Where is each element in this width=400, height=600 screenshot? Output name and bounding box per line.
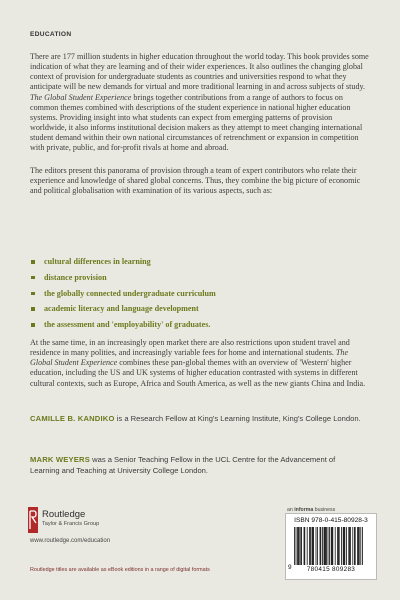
list-item: cultural differences in learning	[30, 254, 370, 270]
book-title-italic: The Global Student Experience	[30, 348, 349, 368]
p3-text-a: At the same time, in an increasingly open market there are also restrictions upon student travel and residence in many polities, and increasingly variable fees for home and international students.	[30, 338, 350, 358]
editor-name: CAMILLE B. KANDIKO	[30, 414, 115, 423]
editor-name: MARK WEYERS	[30, 455, 90, 464]
isbn-text: ISBN 978-0-415-80928-3	[294, 517, 368, 524]
publisher-group: Taylor & Francis Group	[42, 521, 100, 527]
list-item: the globally connected undergraduate curriculum	[30, 286, 370, 302]
barcode-icon	[294, 527, 370, 565]
book-title-italic: The Global Student Experience	[30, 92, 132, 102]
list-item: the assessment and 'employability' of graduates.	[30, 317, 370, 333]
editor-bio-2	[30, 455, 365, 476]
category-label: EDUCATION	[30, 31, 72, 38]
p1-text-a: There are 177 million students in higher education throughout the world today. This book provides some indication of what they are learning and of their wider experiences. It also outlines the changing global context of provision for undergraduate students as countries and universities respond to what they anticipate will be new demands for virtual and more traditional learning in and across subjects of study.	[30, 52, 369, 92]
barcode-prefix: 9	[288, 564, 292, 571]
list-item: academic literacy and language development	[30, 301, 370, 317]
p1-text-b: brings together contributions from a range of authors to focus on common themes combined with descriptions of the student experience in national higher education systems. Providing insight into what students can expect from emerging patterns of provision worldwide, it also informs institutional decision makers as they attempt to meet changing international student demand within their own national circumstances of retrenchment or expansion in competition with private, public, and for-profit rivals at home and abroad.	[30, 92, 363, 153]
editor-bio-text: is a Research Fellow at King's Learning Institute, King's College London.	[114, 414, 361, 423]
editor-bio-text: was a Senior Teaching Fellow in the UCL Centre for the Advancement of Learning and Teaching at University College London.	[30, 455, 336, 475]
description-paragraph-1	[30, 52, 370, 154]
topics-list	[30, 254, 370, 333]
ebook-note: Routledge titles are available as eBook editions in a range of digital formats	[30, 567, 210, 573]
description-paragraph-3	[30, 338, 370, 389]
routledge-logo-icon	[28, 507, 38, 533]
list-item: distance provision	[30, 270, 370, 286]
description-paragraph-2: The editors present this panorama of provision through a team of expert contributors who relate their experience and knowledge of shared global concerns. Thus, they combine the big picture of economic and political globalisation with examination of its various aspects, such as:	[30, 166, 361, 196]
p3-text-b: combines these pan-global themes with an overview of 'Western' higher education, including the US and UK systems of higher education contrasted with systems in different cultural contexts, such as Europe, Africa and South America, as well as the new giants China and India.	[30, 358, 366, 388]
publisher-name: Routledge	[42, 509, 86, 520]
barcode-number: 780415 809283	[306, 566, 356, 573]
informa-business-label: an informa business	[287, 507, 336, 513]
publisher-url: www.routledge.com/education	[30, 538, 111, 544]
barcode-box	[285, 513, 377, 580]
editor-bio-1	[30, 414, 365, 425]
